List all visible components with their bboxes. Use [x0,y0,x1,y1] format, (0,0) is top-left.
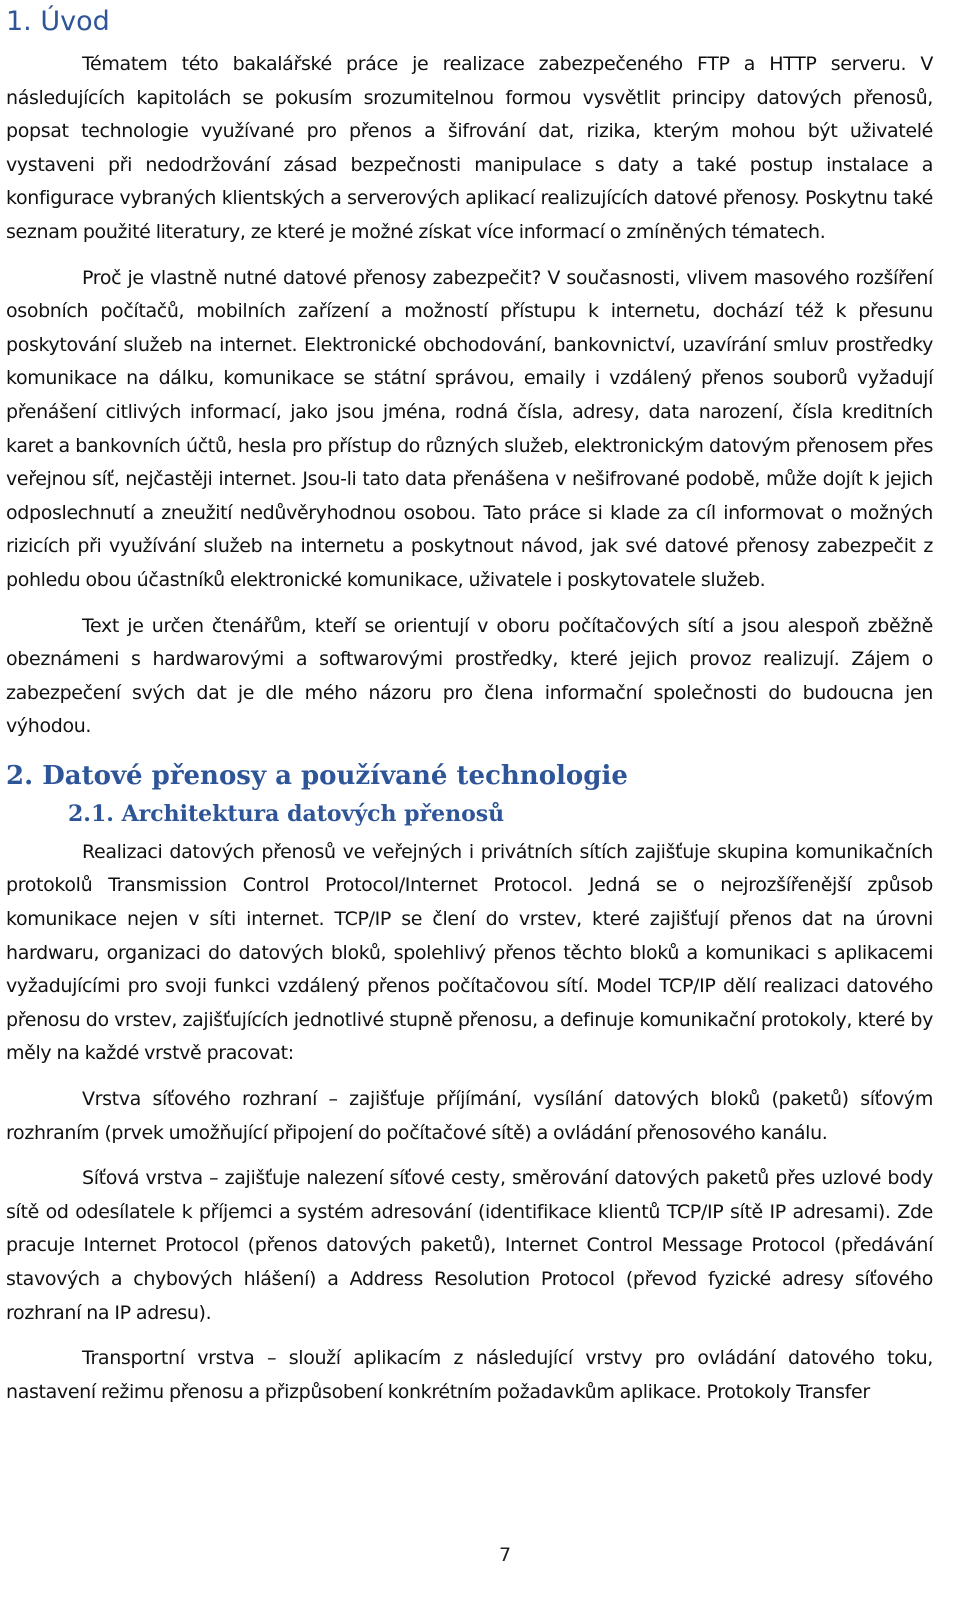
architecture-paragraph-1: Realizaci datových přenosů ve veřejných i privátních sítích zajišťuje skupina komunikačních protokolů Transmission Control Protocol/Internet Protocol. Jedná se o nejrozšířenější způsob komunikace nejen v síti internet. TCP/IP se člení do vrstev, které zajišťují přenos dat na úrovni hardwaru, organizaci do datových bloků, spolehlivý přenos těchto bloků a komunikaci s aplikacemi vyžadujícími pro svoji funkci vzdálený přenos počítačovou sítí. Model TCP/IP dělí realizaci datového přenosu do vrstev, zajišťujících jednotlivé stupně přenosu, a definuje komunikační protokoly, které by měly na každé vrstvě pracovat: [6,840,933,1065]
intro-paragraph-2: Proč je vlastně nutné datové přenosy zabezpečit? V současnosti, vlivem masového rozšíření osobních počítačů, mobilních zařízení a možností přístupu k internetu, dochází též k přesunu poskytování služeb na internet. Elektronické obchodování, bankovnictví, uzavírání smluv prostředky komunikace na dálku, komunikace se státní správou, emaily i vzdálený přenos souborů vyžadují přenášení citlivých informací, jako jsou jména, rodná čísla, adresy, data narození, čísla kreditních karet a bankovních účtů, hesla pro přístup do různých služeb, elektronickým datovým přenosem přes veřejnou síť, nejčastěji internet. Jsou-li tato data přenášena v nešifrované podobě, může dojít k jejich odposlechnutí a zneužití nedůvěryhodnou osobou. Tato práce si klade za cíl informovat o možných rizicích při využívání služeb na internetu a poskytnout návod, jak své datové přenosy zabezpečit z pohledu obou účastníků elektronické komunikace, uživatele i poskytovatele služeb. [6,266,933,591]
intro-paragraph-1: Tématem této bakalářské práce je realizace zabezpečeného FTP a HTTP serveru. V následujících kapitolách se pokusím srozumitelnou formou vysvětlit principy datových přenosů, popsat technologie využívané pro přenos a šifrování dat, rizika, kterým mohou být uživatelé vystaveni při nedodržování zásad bezpečnosti manipulace s daty a také postup instalace a konfigurace vybraných klientských a serverových aplikací realizujících datové přenosy. Poskytnu také seznam použité literatury, ze které je možné získat více informací o zmíněných tématech. [6,53,933,243]
page-number: 7 [498,1544,512,1566]
document-page [6,0,933,1421]
network-layer-paragraph: Síťová vrstva – zajišťuje nalezení síťové cesty, směrování datových paketů přes uzlové body sítě od odesílatele k příjemci a systém adresování (identifikace klientů TCP/IP sítě IP adresami). Zde pracuje Internet Protocol (přenos datových paketů), Internet Control Message Protocol (předávání stavových a chybových hlášení) a Address Resolution Protocol (převod fyzické adresy síťového rozhraní na IP adresu). [6,1167,933,1324]
section-2-heading: 2. Datové přenosy a používané technologie [6,760,628,791]
network-interface-layer-paragraph: Vrstva síťového rozhraní – zajišťuje příjímání, vysílání datových bloků (paketů) síťovým rozhraním (prvek umožňující připojení do počítačové sítě) a ovládání přenosového kanálu. [6,1088,933,1144]
section-1-heading: 1. Úvod [6,6,110,37]
subsection-2-1-heading: 2.1. Architektura datových přenosů [68,800,505,827]
transport-layer-paragraph: Transportní vrstva – slouží aplikacím z následující vrstvy pro ovládání datového toku, nastavení režimu přenosu a přizpůsobení konkrétním požadavkům aplikace. Protokoly Transfer [6,1347,933,1403]
intro-paragraph-3: Text je určen čtenářům, kteří se orientují v oboru počítačových sítí a jsou alespoň zběžně obeznámeni s hardwarovými a softwarovými prostředky, které jejich provoz realizují. Zájem o zabezpečení svých dat je dle mého názoru pro člena informační společnosti do budoucna jen výhodou. [6,614,933,738]
